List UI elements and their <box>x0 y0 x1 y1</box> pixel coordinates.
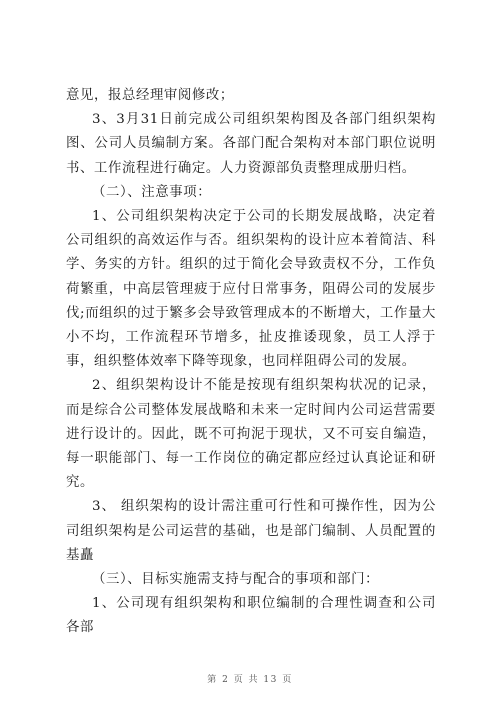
paragraph-deadline-march-31: 3、3月31日前完成公司组织架构图及各部门组织架构图、公司人员编制方案。各部门配合架构对本部门职位说明书、工作流程进行确定。人力资源部负责整理成册归档。 <box>66 112 436 176</box>
paragraph-support-item-1: 1、公司现有组织架构和职位编制的合理性调查和公司各部 <box>66 596 436 636</box>
document-body <box>66 84 436 641</box>
paragraph-note-3: 3、 组织架构的设计需注重可行性和可操作性，因为公司组织架构是公司运营的基础，也是部门编制、人员配置的基矗 <box>66 499 436 563</box>
paragraph-note-2: 2、组织架构设计不能是按现有组织架构状况的记录，而是综合公司整体发展战略和未来一定时间内公司运营需要进行设计的。因此，既不可拘泥于现状，又不可妄自编造，每一职能部门、每一工作岗位的确定都应经过认真论证和研究。 <box>66 378 436 491</box>
paragraph-opinion-continuation: 意见，报总经理审阅修改； <box>66 88 234 103</box>
paragraph-note-1: 1、公司组织架构决定于公司的长期发展战略，决定着公司组织的高效运作与否。组织架构的设计应本着简洁、科学、务实的方针。组织的过于简化会导致责权不分，工作负荷繁重，中高层管理疲于应付日常事务，阻碍公司的发展步伐;而组织的过于繁多会导致管理成本的不断增大，工作量大小不均，工作流程环节增多，扯皮推诿现象，员工人浮于事，组织整体效率下降等现象，也同样阻碍公司的发展。 <box>66 209 436 370</box>
heading-notes: （二）、注意事项： <box>92 184 212 200</box>
heading-support-items: （三）、目标实施需支持与配合的事项和部门： <box>92 572 380 588</box>
page-number-footer: 第 2 页 共 13 页 <box>207 675 293 685</box>
